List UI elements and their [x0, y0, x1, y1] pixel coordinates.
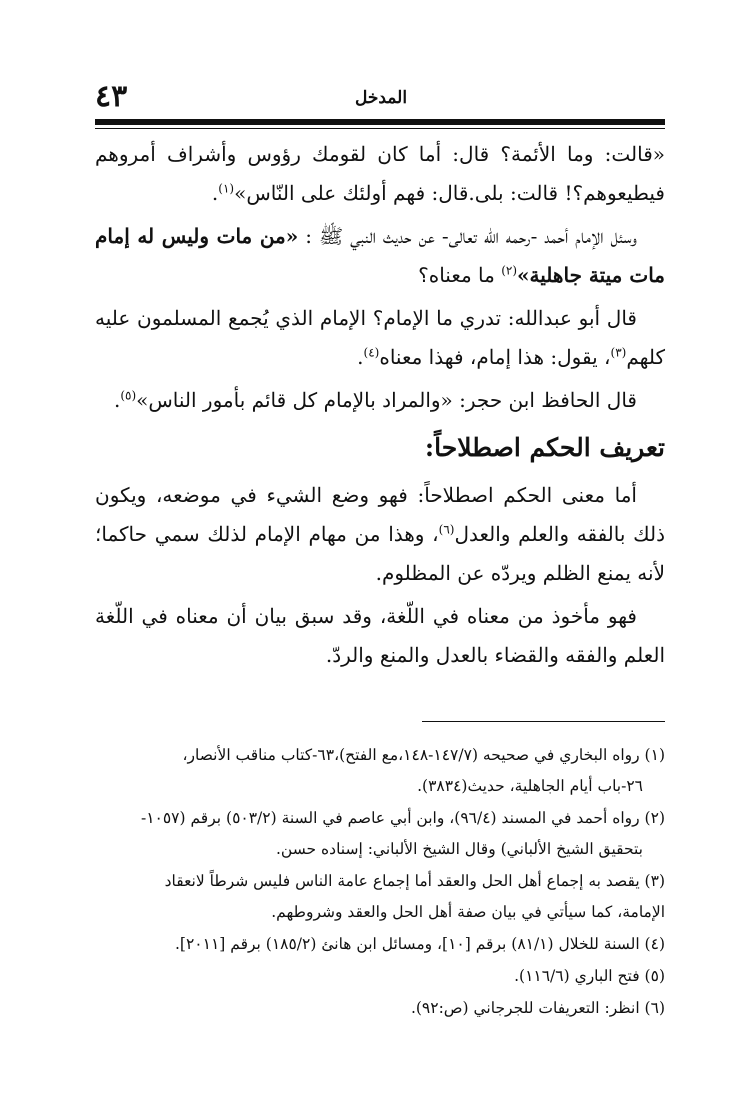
section-heading: تعريف الحكم اصطلاحاً: [424, 433, 665, 462]
footnote-2-line2: بتحقيق الشيخ الألباني) وقال الشيخ الألباني: إسناده حسن. [275, 840, 643, 858]
footnote-3-line1: (٣) يقصد به إجماع أهل الحل والعقد أما إجماع عامة الناس فليس شرطاً لانعقاد [164, 872, 665, 890]
footnote-1-line2: ٢٦-باب أيام الجاهلية، حديث(٣٨٣٤). [417, 777, 643, 795]
para1-line2: فيطيعوهم؟! قالت: بلى.قال: فهم أولئك على النّاس» [234, 181, 665, 205]
footnotes [95, 740, 665, 1025]
para4-text: قال الحافظ ابن حجر: «والمراد بالإمام كل قائم بأمور الناس» [136, 388, 637, 412]
para1-end: . [211, 181, 219, 205]
para5-text: أما معنى الحكم اصطلاحاً: فهو وضع الشيء في موضعه، ويكون ذلك بالفقه والعلم والعدل [95, 483, 665, 546]
footnote-ref-3: (٣) [610, 345, 627, 360]
paragraph-definition [95, 476, 665, 593]
footnote-3 [95, 866, 665, 928]
para5-end: ، وهذا من مهام الإمام لذلك سمي حاكما؛ لأنه يمنع الظلم ويردّه عن المظلوم. [95, 522, 665, 585]
paragraph-quote-imams [95, 135, 665, 213]
page-number: ٤٣ [95, 79, 128, 114]
footnote-2 [95, 803, 665, 865]
footnote-ref-5: (٥) [120, 388, 137, 403]
footnote-1-line1: (١) رواه البخاري في صحيحه (١٤٧/٧-١٤٨،مع الفتح)،٦٣-كتاب مناقب الأنصار، [182, 746, 665, 764]
footnote-4: (٤) السنة للخلال (٨١/١) برقم [١٠]، ومسائل ابن هانئ (١٨٥/٢) برقم [٢٠١١]. [174, 935, 665, 953]
para1-line1: «قالت: وما الأئمة؟ قال: أما كان لقومك رؤوس وأشراف أمروهم [95, 142, 665, 166]
hadith-quote: «من مات وليس له إمام مات ميتة جاهلية» [95, 224, 665, 287]
footnote-5: (٥) فتح الباري (١١٦/٦). [514, 967, 665, 985]
para3-mid: ، يقول: هذا إمام، فهذا معناه [379, 345, 611, 369]
page-header [95, 78, 665, 118]
header-rule-thin [95, 128, 665, 129]
footnote-2-line1: (٢) رواه أحمد في المسند (٩٦/٤)، وابن أبي عاصم في السنة (٥٠٣/٢) برقم (١٠٥٧- [140, 809, 665, 827]
footnote-3-line2: الإمامة، كما سيأتي في بيان صفة أهل الحل والعقد وشروطهم. [271, 903, 665, 921]
footnote-ref-4: (٤) [363, 345, 380, 360]
para2-end: ما معناه؟ [418, 263, 502, 287]
para3-end: . [357, 345, 364, 369]
footnote-ref-1: (١) [218, 181, 235, 196]
footnote-separator [422, 721, 665, 722]
footnote-ref-6: (٦) [438, 522, 455, 537]
running-title: المدخل [355, 88, 408, 108]
footnote-ref-2: (٢) [501, 263, 518, 278]
para3-text: قال أبو عبدالله: تدري ما الإمام؟ الإمام الذي يُجمع المسلمون عليه كلهم [95, 306, 665, 369]
paragraph-abu-abdullah [95, 299, 665, 377]
para2-text: وسئل الإمام أحمد -رحمه الله تعالى- عن حديث النبي ﷺ : [298, 224, 637, 248]
main-text [95, 135, 665, 679]
paragraph-imam-ahmad [95, 217, 665, 295]
footnote-6: (٦) انظر: التعريفات للجرجاني (ص:٩٢). [410, 999, 665, 1017]
paragraph-linguistic: فهو مأخوذ من معناه في اللّغة، وقد سبق بيان أن معناه في اللّغة العلم والفقه والقضاء بالعدل والمنع والردّ. [95, 604, 665, 667]
para4-end: . [113, 388, 121, 412]
header-rule-thick [95, 119, 665, 125]
paragraph-ibn-hajar [95, 381, 665, 420]
footnote-1 [95, 740, 665, 802]
